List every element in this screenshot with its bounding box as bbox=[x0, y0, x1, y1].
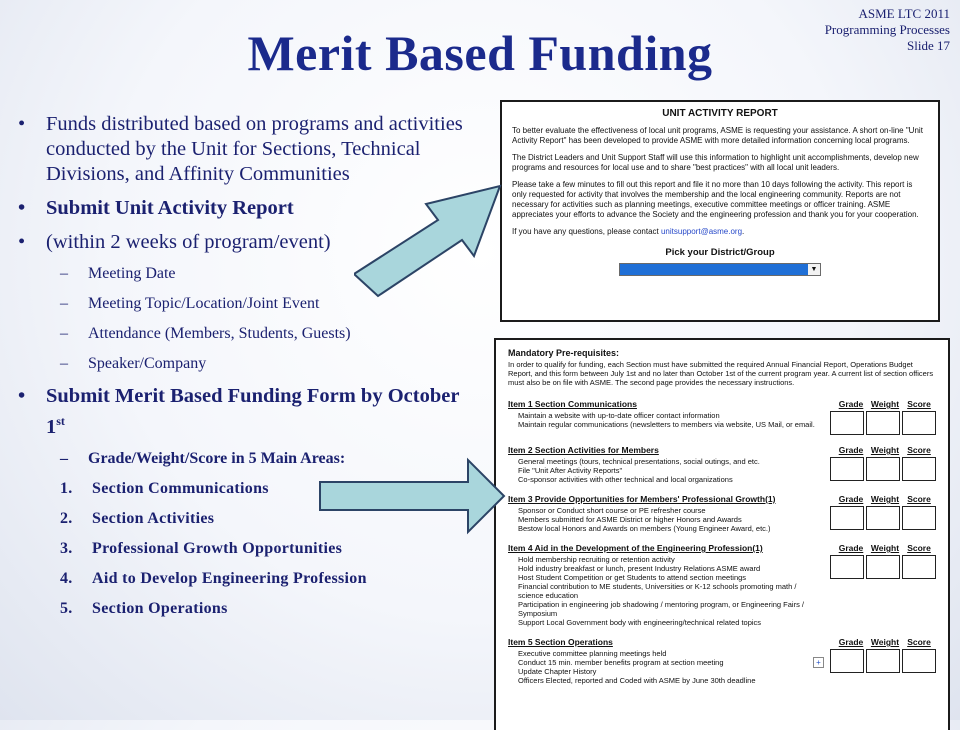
contact-prefix: If you have any questions, please contact bbox=[512, 227, 661, 236]
form-item-name: Item 1 Section Communications bbox=[508, 399, 637, 409]
item-number: 3. bbox=[60, 539, 73, 557]
form-column-label: Grade bbox=[838, 494, 864, 504]
dash-icon: – bbox=[60, 295, 68, 312]
form-item-line: General meetings (tours, technical presentations, social outings, and etc. bbox=[518, 457, 760, 466]
form-column-label: Score bbox=[907, 399, 931, 409]
numbered-item bbox=[18, 569, 468, 589]
score-cell[interactable] bbox=[830, 506, 864, 530]
form-item-line: Update Chapter History bbox=[518, 667, 597, 676]
form-item-line: Hold industry breakfast or lunch, present Industry Relations ASME award bbox=[518, 564, 761, 573]
form-item-line: Conduct 15 min. member benefits program at section meeting bbox=[518, 658, 724, 667]
district-select-value[interactable] bbox=[620, 264, 808, 275]
score-grid bbox=[828, 649, 936, 685]
form-column-label: Weight bbox=[870, 637, 900, 647]
score-grid bbox=[828, 411, 936, 435]
form-item-lines bbox=[508, 409, 824, 435]
form-item-line: Maintain regular communications (newsletters to members via website, US Mail, or email. bbox=[518, 420, 815, 429]
form-item-line: File "Unit After Activity Reports" bbox=[518, 466, 623, 475]
bullet-item bbox=[18, 384, 468, 440]
bullet-dot-icon: • bbox=[18, 385, 26, 407]
form-item-body bbox=[508, 455, 936, 484]
report-paragraph: To better evaluate the effectiveness of local unit programs, ASME is requesting your assistance. A short on-line "Unit Activity Report" has been developed to provide ASME with more detailed information concerning local programs. bbox=[512, 126, 923, 145]
form-item-line: Hold membership recruiting or retention activity bbox=[518, 555, 675, 564]
item-number: 4. bbox=[60, 569, 73, 587]
arrow-to-report-icon bbox=[354, 184, 504, 314]
bullet-dot-icon: • bbox=[18, 231, 26, 253]
score-grid bbox=[828, 457, 936, 484]
numbered-item bbox=[18, 599, 468, 619]
score-cell[interactable] bbox=[830, 411, 864, 435]
score-grid bbox=[828, 555, 936, 627]
form-item-header bbox=[508, 443, 936, 455]
sub-bullet-item bbox=[18, 354, 468, 374]
form-item-body bbox=[508, 504, 936, 533]
ordinal-suffix: st bbox=[56, 414, 65, 428]
score-grid bbox=[828, 506, 936, 533]
form-item bbox=[508, 541, 936, 627]
form-item bbox=[508, 492, 936, 533]
footer-line: ASME LTC 2011 bbox=[858, 6, 950, 21]
numbered-text: Professional Growth Opportunities bbox=[92, 539, 343, 557]
sub-bullet-text: Meeting Date bbox=[88, 265, 176, 282]
form-item-line: Executive committee planning meetings held bbox=[518, 649, 667, 658]
form-column-label: Grade bbox=[838, 543, 864, 553]
form-item-line: Support Local Government body with engineering/technical related topics bbox=[518, 618, 762, 627]
form-item-name: Item 3 Provide Opportunities for Members' Professional Growth(1) bbox=[508, 494, 776, 504]
form-item-line: Co-sponsor activities with other technical and local organizations bbox=[518, 475, 733, 484]
form-item-line: Maintain a website with up-to-date officer contact information bbox=[518, 411, 720, 420]
unit-activity-report-image bbox=[500, 100, 940, 322]
report-paragraph: The District Leaders and Unit Support Staff will use this information to highlight unit accomplishments, develop new programs and resources for local use and to share "best practices" with all local unit leaders. bbox=[512, 153, 919, 172]
form-item-name: Item 4 Aid in the Development of the Engineering Profession(1) bbox=[508, 543, 763, 553]
form-item-lines bbox=[508, 455, 824, 484]
bullet-text: Submit Unit Activity Report bbox=[46, 197, 294, 219]
form-item-header bbox=[508, 541, 936, 553]
form-item bbox=[508, 443, 936, 484]
contact-email-link[interactable]: unitsupport@asme.org bbox=[660, 227, 743, 236]
numbered-text: Section Operations bbox=[92, 599, 228, 617]
score-cell[interactable] bbox=[866, 411, 900, 435]
form-column-label: Score bbox=[907, 543, 931, 553]
dash-icon: – bbox=[60, 325, 68, 342]
report-paragraph: Please take a few minutes to fill out this report and file it no more than 10 days following the activity. This report is only requested for activity that involves the membership and the local engineering community. Reports are not necessary for activities such as planning meetings, executive committee meetings or officer training. ASME appreciates your efforts to advance the Society and the engineering profession and thank you for your cooperation. bbox=[512, 180, 919, 219]
contact-suffix: . bbox=[742, 227, 745, 236]
form-column-label: Weight bbox=[870, 494, 900, 504]
form-column-label: Grade bbox=[838, 637, 864, 647]
footer-line: Slide 17 bbox=[907, 38, 950, 53]
form-item-line: Financial contribution to ME students, Universities or K-12 schools promoting math / science education bbox=[518, 582, 797, 600]
arrow-to-form-icon bbox=[318, 456, 508, 536]
form-item-line: Bestow local Honors and Awards on members (Young Engineer Award, etc.) bbox=[518, 524, 771, 533]
numbered-item bbox=[18, 539, 468, 559]
form-heading: Mandatory Pre-requisites: bbox=[508, 348, 620, 358]
footer-line: Programming Processes bbox=[824, 22, 950, 37]
form-item-name: Item 2 Section Activities for Members bbox=[508, 445, 659, 455]
form-column-label: Grade bbox=[838, 445, 864, 455]
form-item bbox=[508, 397, 936, 435]
item-number: 5. bbox=[60, 599, 73, 617]
numbered-text: Aid to Develop Engineering Profession bbox=[92, 569, 367, 587]
score-cell[interactable] bbox=[866, 457, 900, 481]
dash-icon: – bbox=[60, 449, 68, 467]
form-item-body bbox=[508, 647, 936, 685]
item-number: 1. bbox=[60, 479, 73, 497]
form-item-lines bbox=[508, 504, 824, 533]
form-item-header bbox=[508, 397, 936, 409]
bullet-text: (within 2 weeks of program/event) bbox=[46, 231, 331, 253]
form-prerequisites: In order to qualify for funding, each Section must have submitted the required Annual Financial Report, Operations Budget Report, and this form between July 1st and no later than October 1st of the current program year. A current list of section officers must also be on file with ASME. The second page provides the necessary instructions. bbox=[508, 360, 934, 387]
score-cell[interactable] bbox=[902, 506, 936, 530]
score-cell[interactable] bbox=[830, 649, 864, 673]
form-item-lines bbox=[508, 553, 824, 627]
form-item-lines bbox=[508, 647, 824, 685]
score-cell[interactable] bbox=[902, 411, 936, 435]
form-item-line: Participation in engineering job shadowing / mentoring program, or Engineering Fairs / Symposium bbox=[518, 600, 804, 618]
form-column-label: Score bbox=[907, 494, 931, 504]
form-item-header bbox=[508, 492, 936, 504]
slide-title: Merit Based Funding bbox=[247, 25, 713, 81]
score-cell[interactable] bbox=[866, 506, 900, 530]
pick-district-label: Pick your District/Group bbox=[665, 247, 775, 258]
form-item-line: Host Student Competition or get Students to attend section meetings bbox=[518, 573, 747, 582]
numbered-text: Section Communications bbox=[92, 479, 269, 497]
score-cell[interactable] bbox=[902, 457, 936, 481]
bullet-text: Funds distributed based on programs and activities conducted by the Unit for Sections, Technical Divisions, and Affinity Communities bbox=[46, 113, 463, 185]
form-items bbox=[496, 397, 948, 685]
score-cell[interactable] bbox=[902, 649, 936, 673]
sub-bullet-text: Speaker/Company bbox=[88, 355, 207, 372]
dash-icon: – bbox=[60, 355, 68, 372]
sub-bullet-text: Meeting Topic/Location/Joint Event bbox=[88, 295, 320, 312]
form-column-label: Weight bbox=[870, 543, 900, 553]
form-column-label: Grade bbox=[838, 399, 864, 409]
form-item-body bbox=[508, 409, 936, 435]
plus-icon[interactable]: + bbox=[813, 657, 824, 668]
form-item-line: Officers Elected, reported and Coded with ASME by June 30th deadline bbox=[518, 676, 756, 685]
sub-bullet-text: Grade/Weight/Score in 5 Main Areas: bbox=[88, 449, 346, 467]
sub-bullet-text: Attendance (Members, Students, Guests) bbox=[88, 325, 351, 342]
item-number: 2. bbox=[60, 509, 73, 527]
report-contact bbox=[512, 227, 928, 237]
score-cell[interactable] bbox=[830, 457, 864, 481]
sub-bullet-item bbox=[18, 324, 468, 344]
chevron-down-icon[interactable]: ▼ bbox=[808, 264, 820, 275]
form-item bbox=[508, 635, 936, 685]
report-title: UNIT ACTIVITY REPORT bbox=[662, 108, 778, 119]
form-item-line: Members submitted for ASME District or higher Honors and Awards bbox=[518, 515, 742, 524]
form-column-label: Weight bbox=[870, 445, 900, 455]
form-item-line: Sponsor or Conduct short course or PE refresher course bbox=[518, 506, 706, 515]
district-select[interactable] bbox=[619, 263, 821, 276]
bullet-item bbox=[18, 112, 468, 187]
dash-icon: – bbox=[60, 265, 68, 282]
form-item-name: Item 5 Section Operations bbox=[508, 637, 613, 647]
score-cell[interactable] bbox=[866, 555, 900, 579]
bullet-dot-icon: • bbox=[18, 197, 26, 219]
funding-form-image bbox=[494, 338, 950, 730]
form-column-label: Score bbox=[907, 637, 931, 647]
score-cell[interactable] bbox=[830, 555, 864, 579]
bullet-text: Submit Merit Based Funding Form by October 1 bbox=[46, 385, 460, 438]
score-cell[interactable] bbox=[866, 649, 900, 673]
bullet-dot-icon: • bbox=[18, 113, 26, 135]
numbered-text: Section Activities bbox=[92, 509, 215, 527]
form-item-body bbox=[508, 553, 936, 627]
form-column-label: Score bbox=[907, 445, 931, 455]
form-item-header bbox=[508, 635, 936, 647]
score-cell[interactable] bbox=[902, 555, 936, 579]
form-column-label: Weight bbox=[870, 399, 900, 409]
